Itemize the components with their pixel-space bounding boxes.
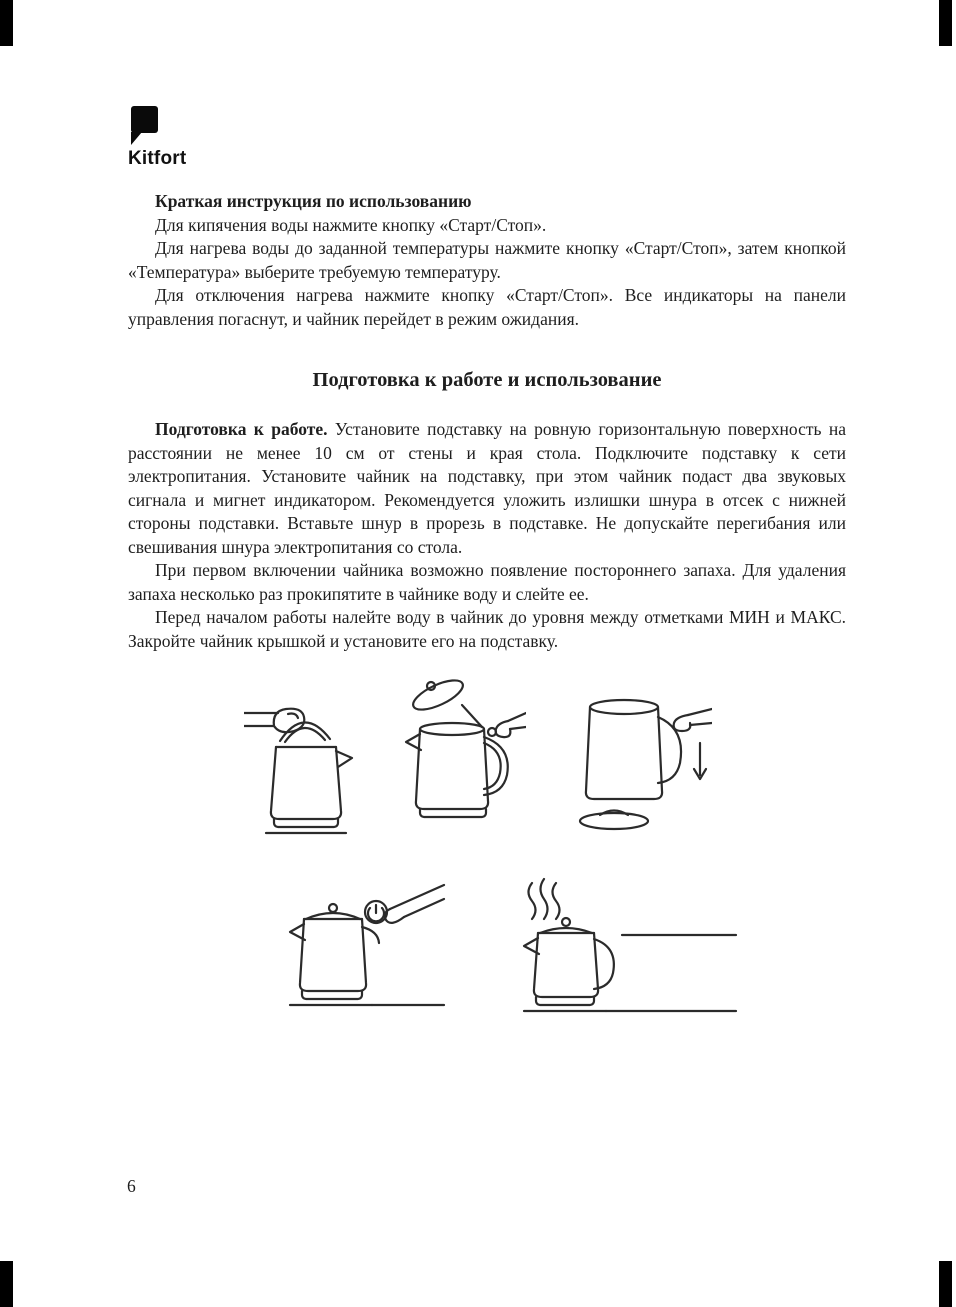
open-kettle-lid-icon xyxy=(386,673,526,838)
section-heading: Подготовка к работе и использование xyxy=(312,369,662,391)
kettle-boiling-on-base-icon xyxy=(506,877,738,1019)
crop-mark-bottom-right xyxy=(939,1261,952,1307)
figure-press-button xyxy=(276,867,446,1017)
quick-guide-paragraph: Для отключения нагрева нажмите кнопку «Старт/Стоп». Все индикаторы на панели управления погаснут, и чайник перейдет в режим ожидания. xyxy=(128,285,846,329)
figure-fill-kettle xyxy=(552,679,712,839)
page-content xyxy=(128,106,846,1043)
carry-kettle-by-handle-icon xyxy=(244,693,364,843)
quick-guide-paragraph: Для кипячения воды нажмите кнопку «Старт/Стоп». xyxy=(155,214,547,235)
press-start-stop-button-icon xyxy=(276,867,446,1017)
fill-kettle-and-close-lid-icon xyxy=(552,679,712,839)
brand-name: Kitfort xyxy=(128,148,187,169)
quick-guide-paragraph: Для нагрева воды до заданной температуры нажмите кнопку «Старт/Стоп», затем кнопкой «Температура» выберите требуемую температуру. xyxy=(128,238,846,282)
crop-mark-top-right xyxy=(939,0,952,46)
preparation-paragraph: Перед началом работы налейте воду в чайник до уровня между отметками МИН и МАКС. Закройте чайник крышкой и установите его на подставку. xyxy=(128,607,846,651)
preparation-lead-paragraph xyxy=(128,418,846,559)
quick-guide-title: Краткая инструкция по использованию xyxy=(155,191,472,211)
kitfort-logo-icon xyxy=(128,106,162,146)
figure-carry-kettle xyxy=(244,693,364,843)
figure-open-lid xyxy=(386,673,526,838)
crop-mark-bottom-left xyxy=(0,1261,13,1307)
illustration-area xyxy=(128,671,846,1043)
preparation-lead-text: Установите подставку на ровную горизонтальную поверхность на расстоянии не менее 10 см от стены и края стола. Подключите подставку к сети электропитания. Установите чайник на подставку, при этом чайник подаст два звуковых сигнала и мигнет индикатором. Рекомендуется уложить излишки шнура в отсек с нижней стороны подставки. Вставьте шнур в прорезь в подставке. Не допускайте перегибания или свешивания шнура электропитания со стола. xyxy=(128,419,847,557)
page-number: 6 xyxy=(127,1176,136,1196)
preparation-lead-bold: Подготовка к работе. xyxy=(155,419,328,439)
figure-boiling-kettle xyxy=(506,877,738,1019)
preparation-paragraph: При первом включении чайника возможно появление постороннего запаха. Для удаления запаха несколько раз прокипятите в чайнике воду и слейте ее. xyxy=(128,560,846,604)
crop-mark-top-left xyxy=(0,0,13,46)
brand-logo xyxy=(128,106,846,170)
